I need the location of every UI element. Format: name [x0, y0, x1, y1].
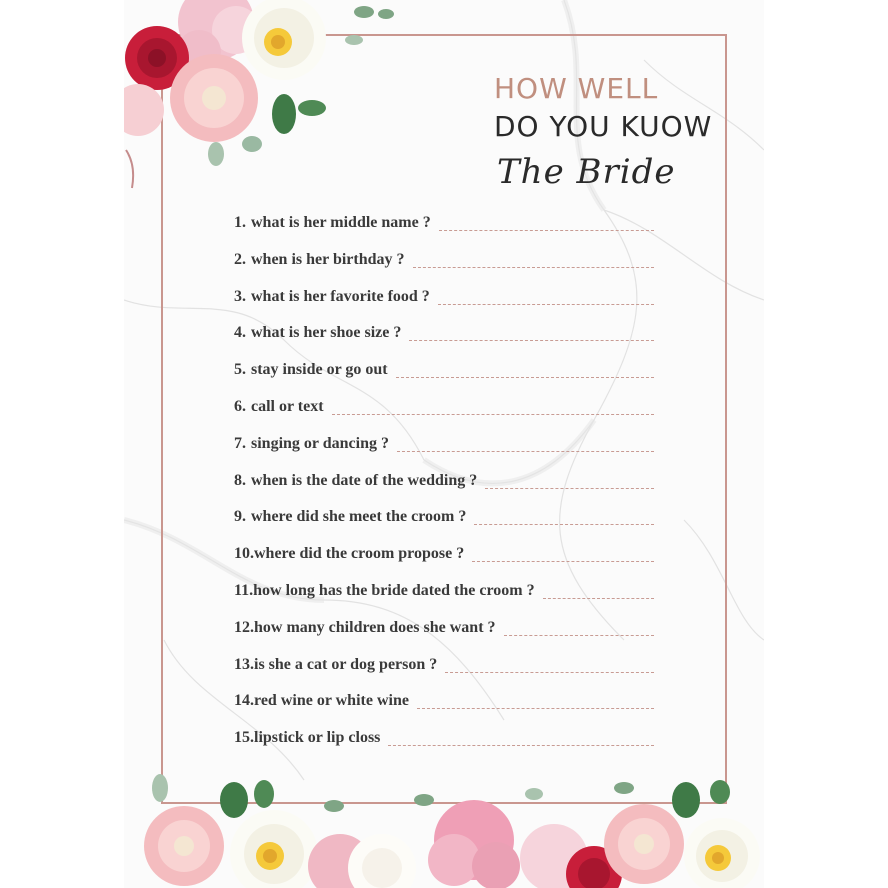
question-text: singing or dancing ?: [251, 434, 389, 452]
answer-line[interactable]: [332, 414, 654, 415]
question-number: 12.: [234, 618, 254, 636]
quiz-card: [124, 0, 764, 888]
question-item: [234, 435, 654, 472]
question-item: [234, 361, 654, 398]
question-number: 14.: [234, 692, 254, 710]
answer-line[interactable]: [388, 745, 654, 746]
question-text: where did the croom propose ?: [254, 545, 465, 563]
question-number: 10.: [234, 545, 254, 563]
question-number: 15.: [234, 729, 254, 747]
answer-line[interactable]: [504, 635, 654, 636]
answer-line[interactable]: [439, 230, 654, 231]
question-item: [234, 214, 654, 251]
title-the-bride: The Bride: [497, 152, 676, 192]
question-number: 6.: [234, 397, 246, 415]
answer-line[interactable]: [438, 304, 654, 305]
question-item: [234, 656, 654, 693]
question-text: lipstick or lip closs: [254, 729, 381, 747]
question-number: 2.: [234, 250, 246, 268]
question-item: [234, 619, 654, 656]
question-number: 1.: [234, 214, 246, 231]
question-text: call or text: [251, 397, 324, 415]
question-text: red wine or white wine: [254, 692, 409, 710]
question-number: 5.: [234, 361, 246, 379]
question-number: 11.: [234, 581, 254, 599]
question-list: [234, 214, 654, 766]
question-text: what is her favorite food ?: [251, 287, 430, 305]
question-item: [234, 288, 654, 325]
question-number: 9.: [234, 508, 246, 526]
floral-corner-top-left: [124, 0, 394, 200]
answer-line[interactable]: [413, 267, 654, 268]
question-text: when is her birthday ?: [251, 250, 405, 268]
answer-line[interactable]: [417, 708, 654, 709]
title-how-well: HOW WELL: [494, 72, 659, 105]
title-do-you-know: DO YOU KUOW: [494, 110, 713, 143]
question-item: [234, 472, 654, 509]
question-item: [234, 251, 654, 288]
question-number: 3.: [234, 287, 246, 305]
question-text: what is her shoe size ?: [251, 324, 402, 342]
floral-border-bottom: [124, 770, 764, 888]
question-item: [234, 692, 654, 729]
answer-line[interactable]: [396, 377, 654, 378]
question-text: stay inside or go out: [251, 361, 388, 379]
question-item: [234, 729, 654, 766]
question-number: 4.: [234, 324, 246, 342]
question-text: where did she meet the croom ?: [251, 508, 467, 526]
question-number: 8.: [234, 471, 246, 489]
question-text: how long has the bride dated the croom ?: [253, 581, 535, 599]
answer-line[interactable]: [472, 561, 654, 562]
answer-line[interactable]: [485, 488, 654, 489]
question-number: 7.: [234, 434, 246, 452]
answer-line[interactable]: [543, 598, 654, 599]
question-number: 13.: [234, 655, 254, 673]
question-text: what is her middle name ?: [251, 214, 431, 231]
question-item: [234, 582, 654, 619]
question-item: [234, 508, 654, 545]
question-text: how many children does she want ?: [254, 618, 496, 636]
question-item: [234, 324, 654, 361]
question-item: [234, 398, 654, 435]
answer-line[interactable]: [445, 672, 654, 673]
answer-line[interactable]: [397, 451, 654, 452]
question-text: is she a cat or dog person ?: [254, 655, 438, 673]
answer-line[interactable]: [474, 524, 654, 525]
question-item: [234, 545, 654, 582]
question-text: when is the date of the wedding ?: [251, 471, 478, 489]
answer-line[interactable]: [409, 340, 654, 341]
